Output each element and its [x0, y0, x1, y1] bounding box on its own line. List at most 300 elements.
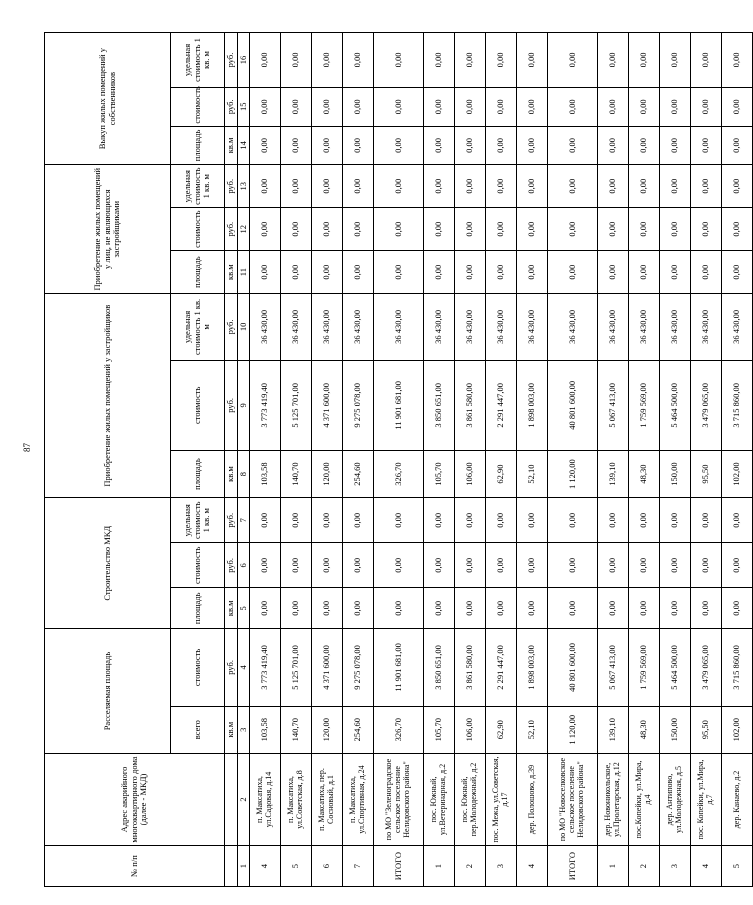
row-value: 36 430,00: [312, 294, 343, 361]
header-colnum-row: [237, 33, 250, 887]
row-value: 1 120,00: [548, 706, 598, 753]
row-value: 36 430,00: [548, 294, 598, 361]
row-value: 62,90: [486, 706, 517, 753]
row-value: 1 898 003,00: [517, 360, 548, 450]
row-number: 1: [598, 846, 629, 887]
row-value: 105,70: [424, 450, 455, 497]
row-value: 254,60: [343, 450, 374, 497]
row-value: 62,90: [486, 450, 517, 497]
unit-cell: руб.: [225, 629, 238, 706]
header-cost: стоимость: [171, 360, 225, 450]
row-value: 0,00: [250, 208, 281, 251]
row-number: 5: [281, 846, 312, 887]
header-cost: стоимость: [171, 87, 225, 126]
row-value: 0,00: [486, 251, 517, 294]
row-value: 0,00: [281, 33, 312, 88]
header-area: площадь: [171, 251, 225, 294]
row-value: 0,00: [486, 498, 517, 543]
header-resettled-area: Расселяемая площадь: [45, 629, 171, 754]
unit-cell: кв.м: [225, 588, 238, 629]
row-value: 0,00: [598, 126, 629, 165]
row-value: 0,00: [691, 208, 722, 251]
row-value: 3 715 860,00: [722, 629, 753, 706]
header-cost: стоимость: [171, 629, 225, 706]
row-value: 11 901 681,00: [374, 360, 424, 450]
row-value: 3 715 860,00: [722, 360, 753, 450]
row-value: 0,00: [281, 498, 312, 543]
unit-cell: руб.: [225, 498, 238, 543]
row-value: 0,00: [722, 588, 753, 629]
row-value: 36 430,00: [343, 294, 374, 361]
row-value: 36 430,00: [722, 294, 753, 361]
row-value: 0,00: [424, 165, 455, 208]
header-area: площадь: [171, 450, 225, 497]
row-value: 0,00: [629, 498, 660, 543]
row-value: 150,00: [660, 450, 691, 497]
row-value: 103,58: [250, 706, 281, 753]
row-value: 0,00: [343, 87, 374, 126]
header-group-row: [45, 33, 171, 887]
row-value: 0,00: [629, 251, 660, 294]
row-number: 3: [486, 846, 517, 887]
row-value: 0,00: [455, 165, 486, 208]
table-row: [343, 33, 374, 887]
row-address: п. Максатиха, пер. Сосновый, д.1: [312, 753, 343, 845]
table-row: [281, 33, 312, 887]
row-value: 0,00: [250, 87, 281, 126]
row-value: 0,00: [250, 588, 281, 629]
row-value: 0,00: [486, 543, 517, 588]
row-value: 0,00: [691, 251, 722, 294]
row-address: п. Максатиха, ул.Садовая, д.14: [250, 753, 281, 845]
row-value: 36 430,00: [660, 294, 691, 361]
unit-cell: руб.: [225, 33, 238, 88]
row-value: 105,70: [424, 706, 455, 753]
row-value: 0,00: [343, 251, 374, 294]
row-value: 1 759 569,00: [629, 629, 660, 706]
row-value: 40 801 600,00: [548, 360, 598, 450]
unit-cell: [225, 753, 238, 845]
row-value: 0,00: [517, 126, 548, 165]
row-value: 0,00: [660, 498, 691, 543]
row-value: 326,70: [374, 706, 424, 753]
row-value: 4 371 600,00: [312, 629, 343, 706]
col-number: 2: [237, 753, 250, 845]
row-value: 0,00: [343, 588, 374, 629]
row-value: 36 430,00: [486, 294, 517, 361]
row-number: 4: [691, 846, 722, 887]
row-value: 0,00: [486, 208, 517, 251]
row-address: пос.Копейки, ул.Мира, д.4: [629, 753, 660, 845]
unit-cell: руб.: [225, 294, 238, 361]
row-value: 0,00: [691, 543, 722, 588]
row-address: дер. Канаево, д.2: [722, 753, 753, 845]
row-value: 0,00: [312, 126, 343, 165]
row-value: 0,00: [722, 208, 753, 251]
row-value: 0,00: [691, 33, 722, 88]
header-total: всего: [171, 706, 225, 753]
row-number: 4: [517, 846, 548, 887]
table-row: [629, 33, 660, 887]
row-value: 140,70: [281, 450, 312, 497]
row-value: 36 430,00: [629, 294, 660, 361]
row-value: 36 430,00: [374, 294, 424, 361]
row-value: 5 125 701,00: [281, 629, 312, 706]
row-value: 1 759 569,00: [629, 360, 660, 450]
row-value: 106,00: [455, 450, 486, 497]
row-value: 36 430,00: [691, 294, 722, 361]
row-address: дер. Антипово, ул.Молодежная, д.5: [660, 753, 691, 845]
col-number: 10: [237, 294, 250, 361]
row-value: 0,00: [691, 498, 722, 543]
row-value: 139,10: [598, 706, 629, 753]
table-row: [250, 33, 281, 887]
row-value: 0,00: [455, 126, 486, 165]
row-address: пос. Южный, ул.Ветеринарная, д.2: [424, 753, 455, 845]
row-value: 0,00: [548, 33, 598, 88]
row-number: 6: [312, 846, 343, 887]
row-value: 0,00: [629, 126, 660, 165]
row-value: 0,00: [722, 251, 753, 294]
col-number: 8: [237, 450, 250, 497]
row-value: 52,10: [517, 706, 548, 753]
row-value: 254,60: [343, 706, 374, 753]
row-value: 9 275 078,00: [343, 360, 374, 450]
header-unit-cost: удельная стоимость 1 кв. м: [171, 165, 225, 208]
row-value: 0,00: [660, 543, 691, 588]
row-number: 2: [629, 846, 660, 887]
row-value: 3 861 580,00: [455, 360, 486, 450]
row-value: 95,50: [691, 450, 722, 497]
row-value: 0,00: [374, 126, 424, 165]
row-address: пос. Южный, пер.Молодежный, д.2: [455, 753, 486, 845]
row-value: 0,00: [455, 498, 486, 543]
row-value: 0,00: [250, 126, 281, 165]
unit-cell: кв.м: [225, 126, 238, 165]
row-value: 0,00: [343, 498, 374, 543]
row-value: 5 067 413,00: [598, 629, 629, 706]
row-value: 0,00: [374, 543, 424, 588]
col-number: 5: [237, 588, 250, 629]
row-value: 1 120,00: [548, 450, 598, 497]
row-value: 36 430,00: [598, 294, 629, 361]
row-value: 0,00: [312, 588, 343, 629]
row-value: 0,00: [598, 87, 629, 126]
table-row: [486, 33, 517, 887]
rotated-table-wrapper: [44, 32, 742, 887]
row-value: 0,00: [629, 33, 660, 88]
row-value: 0,00: [281, 87, 312, 126]
row-value: 140,70: [281, 706, 312, 753]
row-value: 5 067 413,00: [598, 360, 629, 450]
row-value: 0,00: [486, 33, 517, 88]
row-value: 5 125 701,00: [281, 360, 312, 450]
col-number: 1: [237, 846, 250, 887]
row-value: 0,00: [424, 126, 455, 165]
header-unit-cost: удельная стоимость 1 кв. м: [171, 294, 225, 361]
row-value: 36 430,00: [517, 294, 548, 361]
row-value: 0,00: [424, 208, 455, 251]
row-value: 0,00: [374, 251, 424, 294]
row-value: 0,00: [281, 126, 312, 165]
row-value: 0,00: [660, 126, 691, 165]
row-value: 0,00: [598, 588, 629, 629]
row-number: 2: [455, 846, 486, 887]
table-row: [517, 33, 548, 887]
col-number: 9: [237, 360, 250, 450]
header-area: площадь: [171, 126, 225, 165]
row-value: 3 773 419,40: [250, 360, 281, 450]
row-value: 2 291 447,00: [486, 629, 517, 706]
row-value: 0,00: [343, 126, 374, 165]
unit-cell: руб.: [225, 87, 238, 126]
row-value: 0,00: [517, 543, 548, 588]
header-area: площадь: [171, 588, 225, 629]
row-address: дер. Полошово, д.39: [517, 753, 548, 845]
header-unit-cost: удельная стоимость 1 кв. м: [171, 498, 225, 543]
row-value: 3 850 651,00: [424, 629, 455, 706]
header-col-no: № п/п: [45, 846, 225, 887]
col-number: 7: [237, 498, 250, 543]
row-value: 0,00: [629, 543, 660, 588]
header-cost: стоимость: [171, 543, 225, 588]
row-number: 5: [722, 846, 753, 887]
table-row: [424, 33, 455, 887]
row-value: 102,00: [722, 450, 753, 497]
row-value: 0,00: [455, 543, 486, 588]
unit-cell: [225, 846, 238, 887]
row-value: 326,70: [374, 450, 424, 497]
row-value: 0,00: [517, 498, 548, 543]
row-value: 150,00: [660, 706, 691, 753]
header-cost: стоимость: [171, 208, 225, 251]
row-value: 0,00: [486, 126, 517, 165]
row-value: 0,00: [598, 33, 629, 88]
unit-cell: руб.: [225, 208, 238, 251]
row-value: 0,00: [424, 87, 455, 126]
row-value: 0,00: [250, 165, 281, 208]
row-address: по МО "Зеленоградское сельское поселение Нелидовского района": [374, 753, 424, 845]
row-value: 36 430,00: [424, 294, 455, 361]
row-value: 0,00: [374, 33, 424, 88]
row-value: 5 464 500,00: [660, 360, 691, 450]
unit-cell: руб.: [225, 165, 238, 208]
table-total-row: [548, 33, 598, 887]
row-value: 48,30: [629, 706, 660, 753]
row-value: 0,00: [343, 543, 374, 588]
page-number: 87: [22, 443, 32, 452]
col-number: 12: [237, 208, 250, 251]
row-value: 95,50: [691, 706, 722, 753]
row-value: 5 464 500,00: [660, 629, 691, 706]
row-value: 0,00: [281, 543, 312, 588]
unit-cell: кв.м: [225, 706, 238, 753]
row-value: 0,00: [312, 87, 343, 126]
row-value: 0,00: [424, 588, 455, 629]
row-value: 0,00: [486, 588, 517, 629]
row-value: 4 371 600,00: [312, 360, 343, 450]
table-body: [250, 33, 753, 887]
col-number: 4: [237, 629, 250, 706]
col-number: 15: [237, 87, 250, 126]
row-value: 0,00: [660, 208, 691, 251]
row-value: 3 773 419,40: [250, 629, 281, 706]
table-row: [691, 33, 722, 887]
row-value: 0,00: [517, 588, 548, 629]
row-value: 106,00: [455, 706, 486, 753]
row-value: 0,00: [455, 588, 486, 629]
table-row: [455, 33, 486, 887]
row-value: 0,00: [548, 251, 598, 294]
header-address: Адрес аварийного многоквартирного дома (далее - МКД): [45, 753, 225, 845]
row-value: 0,00: [374, 498, 424, 543]
row-value: 0,00: [374, 165, 424, 208]
header-unit-cost: удельная стоимость 1 кв. м: [171, 33, 225, 88]
row-value: 9 275 078,00: [343, 629, 374, 706]
row-value: 3 850 651,00: [424, 360, 455, 450]
resettlement-table: [44, 32, 753, 887]
row-value: 0,00: [517, 33, 548, 88]
row-value: 120,00: [312, 450, 343, 497]
row-value: 0,00: [312, 543, 343, 588]
row-value: 103,58: [250, 450, 281, 497]
col-number: 11: [237, 251, 250, 294]
row-value: 120,00: [312, 706, 343, 753]
row-value: 0,00: [312, 165, 343, 208]
row-value: 0,00: [281, 208, 312, 251]
col-number: 13: [237, 165, 250, 208]
table-row: [722, 33, 753, 887]
row-address: пос. Копейки, ул.Мира, д.7: [691, 753, 722, 845]
unit-cell: руб.: [225, 360, 238, 450]
row-value: 11 901 681,00: [374, 629, 424, 706]
header-purchase-developers: Приобретение жилых помещений у застройщиков: [45, 294, 171, 498]
row-value: 0,00: [548, 126, 598, 165]
row-value: 0,00: [548, 588, 598, 629]
row-value: 0,00: [722, 498, 753, 543]
row-value: 0,00: [629, 208, 660, 251]
row-value: 0,00: [486, 87, 517, 126]
row-value: 36 430,00: [455, 294, 486, 361]
row-value: 0,00: [517, 251, 548, 294]
row-value: 0,00: [374, 588, 424, 629]
row-number: ИТОГО: [374, 846, 424, 887]
row-value: 0,00: [691, 87, 722, 126]
row-value: 0,00: [629, 87, 660, 126]
header-construction: Строительство МКД: [45, 498, 171, 629]
row-value: 0,00: [691, 165, 722, 208]
row-value: 0,00: [517, 165, 548, 208]
row-value: 0,00: [598, 165, 629, 208]
row-value: 0,00: [424, 543, 455, 588]
row-value: 0,00: [691, 588, 722, 629]
row-value: 0,00: [598, 251, 629, 294]
row-value: 0,00: [343, 208, 374, 251]
row-value: 0,00: [722, 33, 753, 88]
row-value: 0,00: [722, 126, 753, 165]
header-units-row: [225, 33, 238, 887]
row-value: 0,00: [548, 498, 598, 543]
row-number: 4: [250, 846, 281, 887]
row-value: 0,00: [629, 165, 660, 208]
row-value: 0,00: [517, 87, 548, 126]
row-value: 0,00: [312, 33, 343, 88]
row-value: 0,00: [660, 87, 691, 126]
col-number: 3: [237, 706, 250, 753]
row-value: 36 430,00: [281, 294, 312, 361]
unit-cell: кв.м: [225, 251, 238, 294]
row-number: 1: [424, 846, 455, 887]
row-value: 0,00: [486, 165, 517, 208]
row-number: 7: [343, 846, 374, 887]
unit-cell: руб.: [225, 543, 238, 588]
row-value: 0,00: [312, 208, 343, 251]
row-address: п. Максатиха, ул.Спортивная, д.24: [343, 753, 374, 845]
row-number: 3: [660, 846, 691, 887]
row-value: 0,00: [548, 165, 598, 208]
row-value: 0,00: [281, 165, 312, 208]
row-value: 0,00: [343, 33, 374, 88]
row-value: 0,00: [660, 251, 691, 294]
row-value: 0,00: [281, 251, 312, 294]
row-value: 0,00: [374, 87, 424, 126]
table-row: [660, 33, 691, 887]
row-address: по МО "Новоселковское сельское поселение Нелидовского района": [548, 753, 598, 845]
row-value: 0,00: [374, 208, 424, 251]
row-value: 2 291 447,00: [486, 360, 517, 450]
row-value: 0,00: [250, 33, 281, 88]
unit-cell: кв.м: [225, 450, 238, 497]
row-value: 0,00: [548, 87, 598, 126]
row-address: пос. Межа, ул.Советская, д.17: [486, 753, 517, 845]
row-address: п. Максатиха, ул.Советская, д.8: [281, 753, 312, 845]
row-value: 0,00: [455, 33, 486, 88]
row-value: 0,00: [312, 498, 343, 543]
row-value: 1 898 003,00: [517, 629, 548, 706]
row-number: ИТОГО: [548, 846, 598, 887]
row-value: 0,00: [598, 208, 629, 251]
row-value: 0,00: [250, 498, 281, 543]
col-number: 6: [237, 543, 250, 588]
row-value: 36 430,00: [250, 294, 281, 361]
row-value: 102,00: [722, 706, 753, 753]
row-value: 0,00: [424, 33, 455, 88]
row-value: 0,00: [660, 33, 691, 88]
row-value: 3 861 580,00: [455, 629, 486, 706]
row-value: 0,00: [250, 543, 281, 588]
col-number: 16: [237, 33, 250, 88]
row-value: 0,00: [455, 87, 486, 126]
table-row: [598, 33, 629, 887]
row-value: 0,00: [250, 251, 281, 294]
row-value: 0,00: [691, 126, 722, 165]
header-buyout: Выкуп жилых помещений у собственников: [45, 33, 171, 165]
row-value: 0,00: [629, 588, 660, 629]
row-address: дер. Новоникольское, ул.Пролетарская, д.12: [598, 753, 629, 845]
row-value: 0,00: [281, 588, 312, 629]
row-value: 0,00: [598, 498, 629, 543]
row-value: 0,00: [548, 543, 598, 588]
row-value: 0,00: [548, 208, 598, 251]
row-value: 0,00: [660, 588, 691, 629]
row-value: 0,00: [722, 165, 753, 208]
row-value: 0,00: [722, 543, 753, 588]
row-value: 3 479 065,00: [691, 629, 722, 706]
row-value: 0,00: [455, 251, 486, 294]
row-value: 0,00: [343, 165, 374, 208]
row-value: 0,00: [424, 251, 455, 294]
table-row: [312, 33, 343, 887]
